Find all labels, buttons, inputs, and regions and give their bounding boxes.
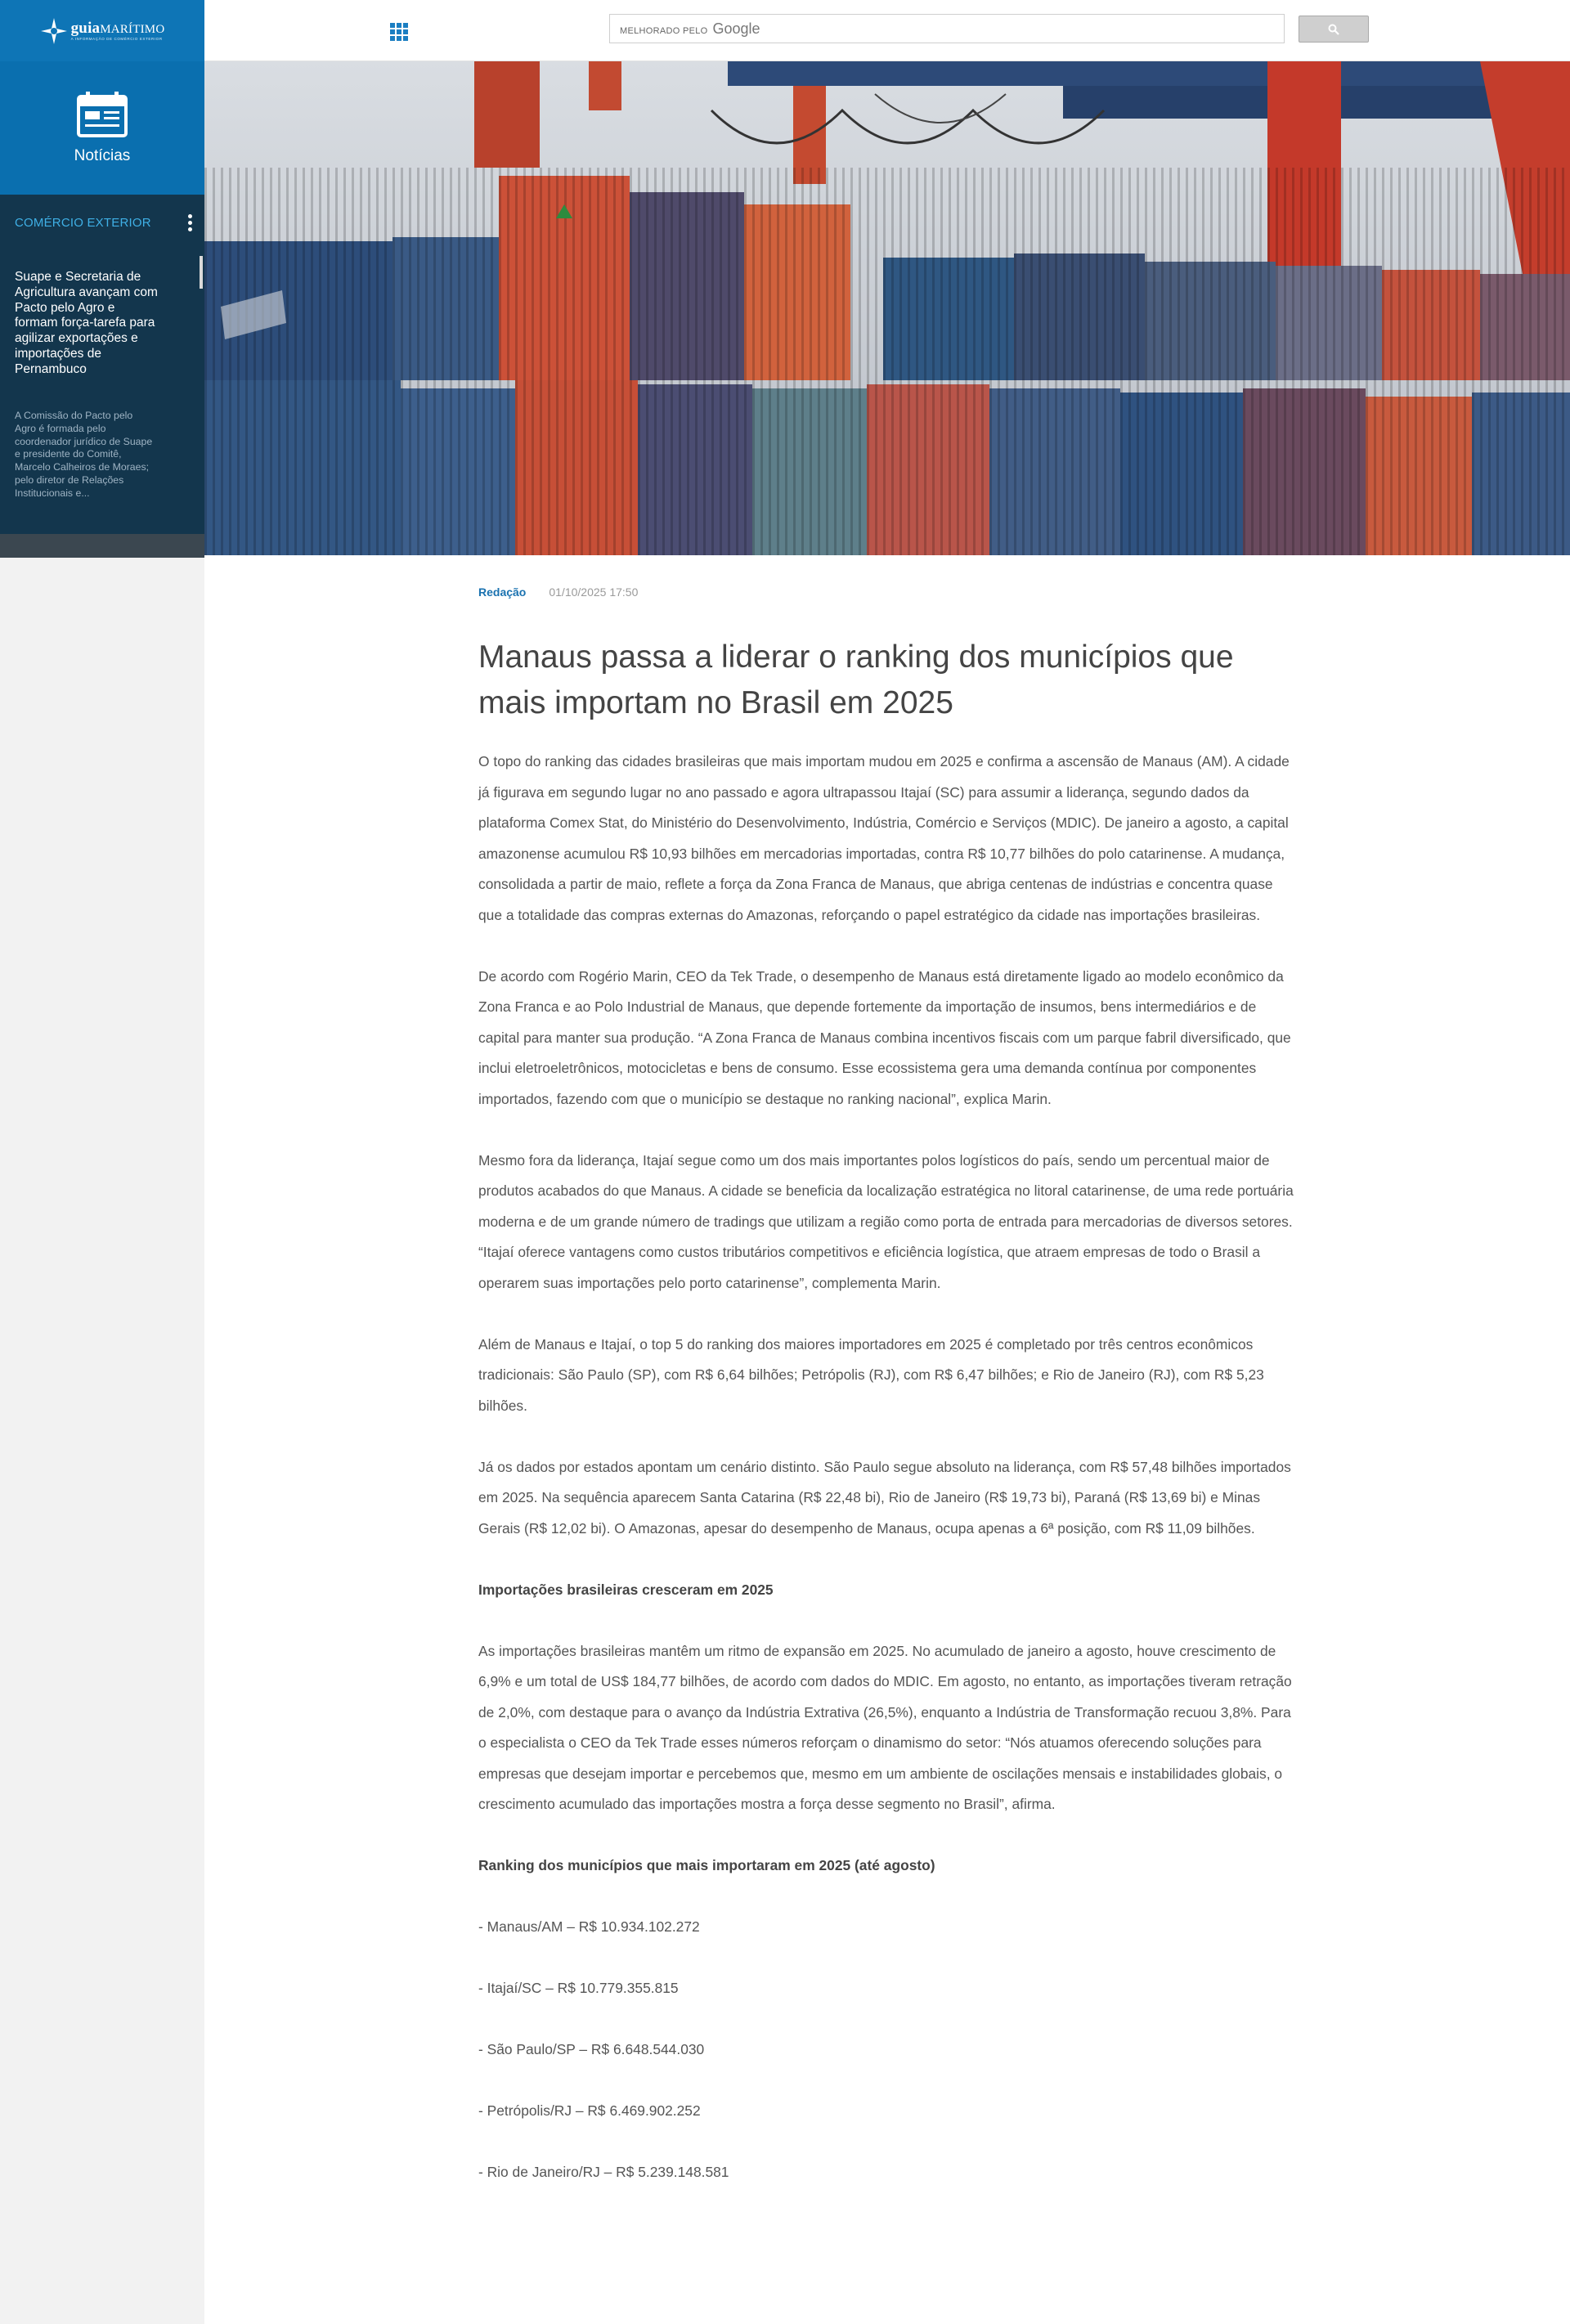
feed-bottom-strip xyxy=(0,534,204,558)
search-input[interactable] xyxy=(609,14,1285,43)
article-meta xyxy=(478,582,1296,602)
feed-category[interactable]: COMÉRCIO EXTERIOR xyxy=(15,216,151,230)
logo-name-bold: guia xyxy=(70,19,101,37)
article-paragraph: Além de Manaus e Itajaí, o top 5 do ranking dos maiores importadores em 2025 é completado por três centros econômicos tradicionais: São Paulo (SP), com R$ 6,64 bilhões; Petrópolis (RJ), com R$ 6,47 bilhões; e Rio de Janeiro (RJ), com R$ 5,23 bilhões. xyxy=(478,1335,1264,1414)
news-section-label: Notícias xyxy=(74,146,131,164)
search-brand-name: Google xyxy=(712,20,760,37)
feed-item-excerpt: A Comissão do Pacto pelo Agro é formada pelo coordenador jurídico de Suape e presidente do Comitê, Marcelo Calheiros de Moraes; pelo diretor de Relações Institucionais e... xyxy=(15,410,153,499)
article-paragraph: De acordo com Rogério Marin, CEO da Tek Trade, o desempenho de Manaus está diretamente ligado ao modelo econômico da Zona Franca e ao Polo Industrial de Manaus, que depende fortemente da importação de insumos, bens intermediários e de capital para manter sua produção. “A Zona Franca de Manaus combina incentivos fiscais com um parque fabril diversificado, que inclui eletroeletrônicos, motocicletas e bens de consumo. Esse ecossistema gera uma demanda contínua por componentes importados, fazendo com que o município se destaque no ranking nacional”, explica Marin. xyxy=(478,967,1291,1107)
sidebar xyxy=(0,0,204,2324)
article-subheading: Importações brasileiras cresceram em 2025 xyxy=(478,1581,774,1598)
news-section-tile[interactable] xyxy=(0,61,204,195)
news-feed xyxy=(0,195,204,558)
article-paragraph: - Rio de Janeiro/RJ – R$ 5.239.148.581 xyxy=(478,2164,729,2180)
article-author[interactable]: Redação xyxy=(478,585,527,599)
article-paragraph: - Petrópolis/RJ – R$ 6.469.902.252 xyxy=(478,2102,701,2119)
article-paragraph: Já os dados por estados apontam um cenário distinto. São Paulo segue absoluto na liderança, com R$ 57,48 bilhões importados em 2025. Na sequência aparecem Santa Catarina (R$ 22,48 bi), Rio de Janeiro (R$ 19,73 bi), Paraná (R$ 13,69 bi) e Minas Gerais (R$ 12,02 bi). O Amazonas, apesar do desempenho de Manaus, ocupa apenas a 6ª posição, com R$ 11,09 bilhões. xyxy=(478,1458,1291,1537)
search-icon xyxy=(1328,24,1339,35)
article-paragraph: - São Paulo/SP – R$ 6.648.544.030 xyxy=(478,2041,705,2057)
article-paragraph: - Itajaí/SC – R$ 10.779.355.815 xyxy=(478,1980,679,1996)
calendar-news-icon xyxy=(77,92,128,137)
search-button[interactable] xyxy=(1299,16,1369,43)
feed-item-title[interactable]: Suape e Secretaria de Agricultura avançam com Pacto pelo Agro e formam força-tarefa para agilizar exportações e importações de Pernambuco xyxy=(15,270,158,376)
feed-scrollbar[interactable] xyxy=(200,256,203,289)
site-logo[interactable] xyxy=(40,17,165,45)
article-paragraph: As importações brasileiras mantêm um ritmo de expansão em 2025. No acumulado de janeiro a agosto, houve crescimento de 6,9% e um total de US$ 184,77 bilhões, de acordo com dados do MDIC. Em agosto, no entanto, as importações tiveram retração de 2,0%, com destaque para o avanço da Indústria Extrativa (26,5%), enquanto a Indústria de Transformação recuou 3,8%. Para o especialista o CEO da Tek Trade esses números reforçam o dinamismo do setor: “Nós atuamos oferecendo soluções para empresas que desejam importar e percebemos que, mesmo em um ambiente de oscilações mensais e instabilidades globais, o crescimento acumulado das importações mostra a força desse segmento no Brasil”, afirma. xyxy=(478,1642,1292,1812)
article-paragraph: - Manaus/AM – R$ 10.934.102.272 xyxy=(478,1918,700,1935)
grid-apps-icon[interactable] xyxy=(390,23,408,41)
logo-name-light: MARÍTIMO xyxy=(100,22,165,36)
hero-image xyxy=(204,61,1570,555)
logo-bar xyxy=(0,0,204,61)
article xyxy=(478,582,1296,2219)
compass-star-icon xyxy=(40,17,68,45)
article-body xyxy=(478,747,1296,2188)
article-paragraph: Mesmo fora da liderança, Itajaí segue como um dos mais importantes polos logísticos do país, sendo um percentual maior de produtos acabados do que Manaus. A cidade se beneficia da localização estratégica no litoral catarinense, de uma rede portuária moderna e de um grande número de tradings que utilizam a região como porta de entrada para mercadorias de diversos setores. “Itajaí oferece vantagens como custos tributários competitivos e eficiência logística, que atraem empresas de todo o Brasil a operarem suas importações pelo porto catarinense”, complementa Marin. xyxy=(478,1151,1294,1291)
search-brand-prefix: MELHORADO PELO xyxy=(620,25,708,36)
logo-tagline: A INFORMAÇÃO DE COMÉRCIO EXTERIOR xyxy=(70,36,163,41)
article-paragraph: O topo do ranking das cidades brasileiras que mais importam mudou em 2025 e confirma a ascensão de Manaus (AM). A cidade já figurava em segundo lugar no ano passado e agora ultrapassou Itajaí (SC) para assumir a liderança, segundo dados da plataforma Comex Stat, do Ministério do Desenvolvimento, Indústria, Comércio e Serviços (MDIC). De janeiro a agosto, a capital amazonense acumulou R$ 10,93 bilhões em mercadorias importadas, contra R$ 10,77 bilhões do polo catarinense. A mudança, consolidada a partir de maio, reflete a força da Zona Franca de Manaus, que abriga centenas de indústrias e concentra quase que a totalidade das compras externas do Amazonas, reforçando o papel estratégico da cidade nas importações brasileiras. xyxy=(478,753,1290,923)
article-subheading: Ranking dos municípios que mais importaram em 2025 (até agosto) xyxy=(478,1857,935,1873)
article-date: 01/10/2025 17:50 xyxy=(549,585,639,599)
search-branding xyxy=(620,20,760,38)
top-bar xyxy=(204,0,1570,61)
shipping-containers-photo xyxy=(204,61,1570,555)
article-title: Manaus passa a liderar o ranking dos municípios que mais importam no Brasil em 2025 xyxy=(478,639,1234,720)
more-options-icon[interactable] xyxy=(188,214,193,232)
